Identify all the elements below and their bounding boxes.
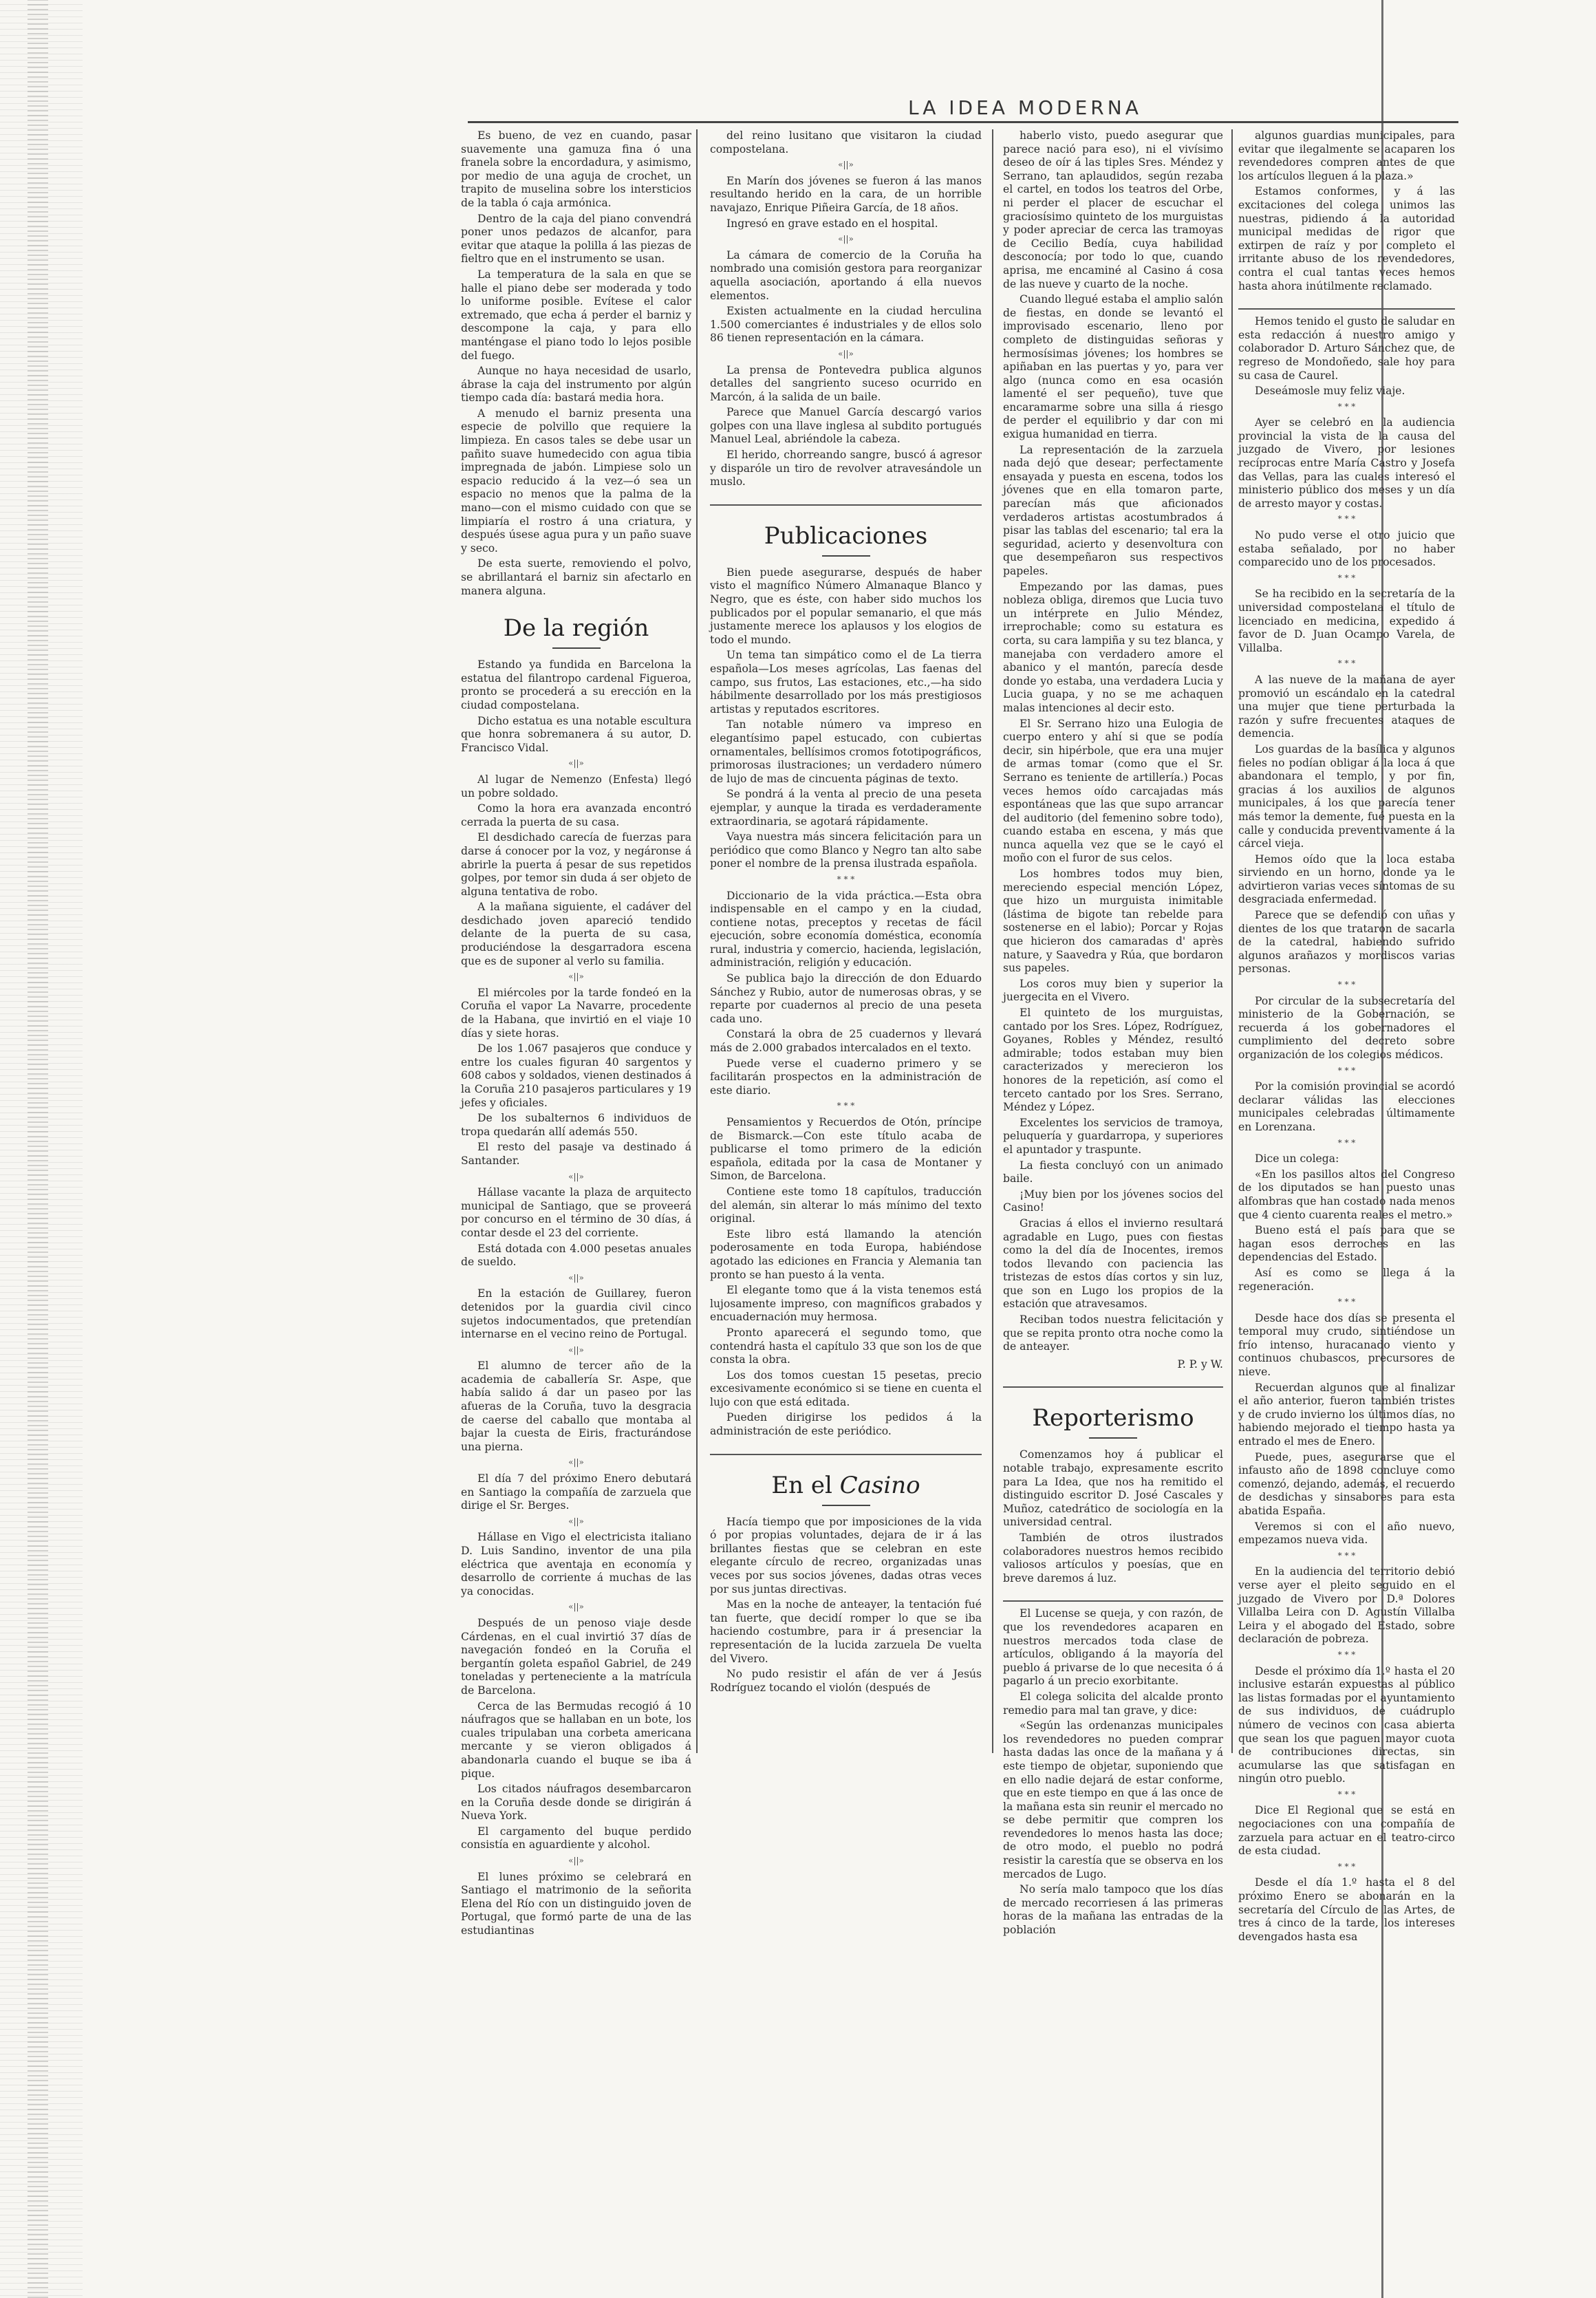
separator-ornament: «||» — [838, 348, 854, 358]
paragraph: Deseámosle muy feliz viaje. — [1255, 385, 1405, 398]
paragraph: A las nueve de la mañana de ayer promovió un escándalo en la catedral una mujer que tiene perturbada la razón y sufre frecuentes ataques de demencia. — [1238, 673, 1455, 740]
paragraph: Dicho estatua es una notable escultura que honra sobremanera á su autor, D. Francisco Vidal. — [461, 714, 691, 754]
paragraph: Por circular de la subsecretaría del ministerio de la Gobernación, se recuerda á los gobernadores el cumplimiento del decreto sobre organización de los colegios médicos. — [1238, 994, 1455, 1061]
paragraph: El lunes próximo se celebrará en Santiago el matrimonio de la señorita Elena del Río con un distinguido joven de Portugal, que formó parte de una de las estudiantinas — [461, 1870, 691, 1937]
paragraph: De esta suerte, removiendo el polvo, se abrillantará el barniz sin afectarlo en manera alguna. — [461, 557, 691, 597]
paragraph: Puede, pues, asegurarse que el infausto año de 1898 concluye como comenzó, dejando, además, el recuerdo de desdichas y sinsabores para esta abatida España. — [1238, 1450, 1455, 1517]
paragraph: Empezando por las damas, pues nobleza obliga, diremos que Lucia tuvo un intérprete en Julio Méndez, irreprochable; como su estatura es corta, su cara lampiña y su tez blanca, y manejaba con verdadero amore el abanico y el mantón, parecía desde donde yo estaba, una verdadera Lucia y Lucia guapa, y no se me achaquen malas intenciones al decir esto. — [1003, 580, 1223, 714]
paragraph: El Sr. Serrano hizo una Eulogia de cuerpo entero y ahí si que se podía decir, sin hipérbole, que era una mujer de armas tomar (como que el Sr. Serrano es teniente de artillería.) Pocas veces hemos oído carcajadas más espontáneas que las que supo arrancar del auditorio (del femenino sobre todo), cuando estaba en escena, y más que nunca aquella vez que se le cayó el moño con el furor de sus celos. — [1003, 717, 1223, 865]
paragraph: Al lugar de Nemenzo (Enfesta) llegó un pobre soldado. — [461, 773, 691, 799]
paragraph: Contiene este tomo 18 capítulos, traducción del alemán, sin alterar lo más mínimo del texto original. — [710, 1185, 982, 1225]
paragraph: En la audiencia del territorio debió verse ayer el pleito seguido en el juzgado de Vivero por D.ª Dolores Villalba Leira con D. Agustín Villalba Leira y el abogado del Estado, sobre declaración de pobreza. — [1238, 1565, 1455, 1646]
paragraph: Excelentes los servicios de tramoya, peluquería y guardarropa, y superiores el apuntador y traspunte. — [1003, 1116, 1223, 1156]
asterism: * * * — [1337, 514, 1356, 524]
paragraph: La fiesta concluyó con un animado baile. — [1003, 1159, 1223, 1185]
section-heading-region: De la región — [503, 614, 649, 643]
paragraph: Comenzamos hoy á publicar el notable trabajo, expresamente escrito para La Idea, que nos ha remitido el distinguido escritor D. José Cascales y Muñoz, catedrático de sociología en la universidad central. — [1003, 1448, 1223, 1529]
paragraph: La temperatura de la sala en que se halle el piano debe ser moderada y todo lo uniforme posible. Evítese el calor extremado, que echa á perder el barniz y descompone la caja, y para ello manténgase el piano todo lo lejos posible del fuego. — [461, 268, 691, 362]
section-divider — [710, 1454, 982, 1455]
paragraph: A menudo el barniz presenta una especie de polvillo que requiere la limpieza. En casos tales se debe usar un pañito suave humedecido con agua tibia impregnada de jabón. Limpiese solo un espacio reducido á la vez—ó sea un espacio no menos que la palma de la mano—con el mismo cuidado con que se limpiaría el rostro á una criatura, y después úsese agua pura y un paño suave y seco. — [461, 407, 691, 555]
paragraph: Parece que se defendió con uñas y dientes de los que trataron de sacarla de la catedral, habiendo sufrido algunos arañazos y mordiscos varias personas. — [1238, 909, 1455, 976]
separator-ornament: «||» — [568, 1856, 584, 1866]
heading-prefix: En el — [771, 1471, 832, 1499]
column-2 — [710, 129, 982, 1863]
paragraph: Estando ya fundida en Barcelona la estatua del filantropo cardenal Figueroa, pronto se procederá a su erección en la ciudad compostelana. — [461, 658, 691, 711]
separator-ornament: «||» — [838, 234, 854, 244]
column-4 — [1238, 129, 1455, 1943]
paragraph: El desdichado carecía de fuerzas para darse á conocer por la voz, y negáronse á abrirle la puerta á pesar de sus repetidos golpes, por temor sin duda á ser objeto de alguna tentativa de robo. — [461, 831, 691, 898]
paragraph: Los guardas de la basílica y algunos fieles no podían obligar á la loca á que abandonara el templo, y por fin, gracias á los auxilios de algunos municipales, á los que parecía tener más temor la demente, fué puesta en la calle y conducida preventivamente á la cárcel vieja. — [1238, 742, 1455, 850]
asterism: * * * — [1337, 1550, 1356, 1560]
section-divider — [710, 504, 982, 506]
column-3 — [1003, 129, 1223, 1937]
paragraph: Se publica bajo la dirección de don Eduardo Sánchez y Rubio, autor de numerosas obras, y se reparte por cuadernos al precio de una peseta cada uno. — [710, 972, 982, 1025]
paragraph: A la mañana siguiente, el cadáver del desdichado joven apareció tendido delante de la puerta de su casa, produciéndose la desgarradora escena que es de suponer al verlo su familia. — [461, 901, 691, 967]
paragraph: Desde hace dos días se presenta el temporal muy crudo, sintiéndose un frío intenso, huracanado viento y continuos chubascos, precursores de nieve. — [1238, 1311, 1455, 1379]
asterism: * * * — [1337, 1649, 1356, 1660]
separator-ornament: «||» — [568, 1171, 584, 1181]
paragraph: Los citados náufragos desembarcaron en la Coruña desde donde se dirigirán á Nueva York. — [461, 1783, 691, 1823]
section-heading-casino — [710, 1470, 982, 1501]
paragraph: Por la comisión provincial se acordó declarar válidas las elecciones municipales celebradas últimamente en Lorenzana. — [1238, 1080, 1455, 1133]
heading-rule — [822, 1505, 870, 1506]
paragraph: haberlo visto, puedo asegurar que parece nació para eso), ni el vivísimo deseo de oír á las tiples Sres. Méndez y Serrano, tan aplaudidos, según rezaba el cartel, en todos los teatros del Orbe, ni perder el placer de escuchar el graciosísimo quinteto de los murguistas y poder apreciar de cerca las tramoyas de Cecilio Bedía, cuya habilidad desconocía; por todo lo que, cuando aprisa, me encaminé al Casino á cosa de las nueve y cuarto de la noche. — [1003, 129, 1223, 290]
asterism: * * * — [1337, 1065, 1356, 1075]
column-rule-1 — [696, 129, 698, 1753]
paragraph: Los hombres todos muy bien, mereciendo especial mención López, que hizo un murguista inimitable (lástima de bigote tan rebelde para sostenerse en el labio); Porcar y Rojas que hicieron dos camaradas d' après nature, y Saavedra y Rúa, que bordaron sus papeles. — [1003, 868, 1223, 975]
paragraph: Parece que Manuel García descargó varios golpes con una llave inglesa al subdito portugués Manuel Leal, abriéndole la cabeza. — [710, 406, 982, 446]
paragraph: ¡Muy bien por los jóvenes socios del Casino! — [1003, 1188, 1223, 1214]
asterism: * * * — [1337, 1137, 1356, 1148]
paragraph: El cargamento del buque perdido consistía en aguardiente y alcohol. — [461, 1825, 691, 1851]
heading-emphasis: Casino — [839, 1471, 920, 1499]
paragraph: Hemos oído que la loca estaba sirviendo en un horno, donde ya le advirtieron varias veces síntomas de su desgraciada enfermedad. — [1238, 852, 1455, 906]
paragraph: Puede verse el cuaderno primero y se facilitarán prospectos en la administración de este diario. — [710, 1057, 982, 1097]
asterism: * * * — [1337, 980, 1356, 990]
paragraph: «En los pasillos altos del Congreso de los diputados se han puesto unas alfombras que han costado nada menos que 4 ciento cuarenta reales el metro.» — [1238, 1168, 1455, 1221]
paragraph: No sería malo tampoco que los días de mercado recorriesen á las primeras horas de la mañana las entradas de la población — [1003, 1883, 1223, 1937]
asterism: * * * — [837, 1101, 855, 1111]
paragraph: Bien puede asegurarse, después de haber visto el magnífico Número Almanaque Blanco y Negro, que es éste, con haber sido muchos los publicados por el popular semanario, el que más justamente merece los aplausos y los elogios de todo el mundo. — [710, 566, 982, 646]
paragraph: Desde el día 1.º hasta el 8 del próximo Enero se abonarán en la secretaría del Círculo de las Artes, de tres á cinco de la tarde, los intereses devengados hasta esa — [1238, 1876, 1455, 1943]
paragraph: Reciban todos nuestra felicitación y que se repita pronto otra noche como la de anteayer. — [1003, 1313, 1223, 1353]
separator-ornament: «||» — [838, 160, 854, 170]
paragraph: Un tema tan simpático como el de La tierra española—Los meses agrícolas, Las faenas del campo, sus frutos, Las estaciones, etc.,—ha sido hábilmente desarrollado por los más prestigiosos artistas y reputados escritores. — [710, 649, 982, 716]
paragraph: «Según las ordenanzas municipales los revendedores no pueden comprar hasta dadas las once de la mañana y á este tiempo de objetar, suponiendo que en ello nadie dejará de estar conforme, que en este tiempo en que á las once de la mañana esta sin reunir el mercado no se debe permitir que compren los revendedores lo menos hasta las doce; de otro modo, el pueblo no podrá resistir la carestía que se observa en los mercados de Lugo. — [1003, 1719, 1223, 1880]
paragraph: Pronto aparecerá el segundo tomo, que contendrá hasta el capítulo 33 que son los de que consta la obra. — [710, 1326, 982, 1366]
paragraph: Está dotada con 4.000 pesetas anuales de sueldo. — [461, 1242, 691, 1269]
section-divider — [1003, 1386, 1223, 1388]
paragraph: Vaya nuestra más sincera felicitación para un periódico que como Blanco y Negro tan alto sabe poner el nombre de la prensa ilustrada española. — [710, 830, 982, 870]
asterism: * * * — [1337, 658, 1356, 669]
paragraph: No pudo verse el otro juicio que estaba señalado, por no haber comparecido uno de los procesados. — [1238, 529, 1455, 569]
paragraph: Dice un colega: — [1255, 1152, 1339, 1166]
column-rule-3 — [1231, 129, 1233, 1753]
separator-ornament: «||» — [568, 971, 584, 982]
column-rule-2 — [992, 129, 993, 1753]
paragraph: Se pondrá á la venta al precio de una peseta ejemplar, y aunque la tirada es verdaderamente extraordinaria, se agotará rápidamente. — [710, 788, 982, 828]
paragraph: El Lucense se queja, y con razón, de que los revendedores acaparen en nuestros mercados toda clase de artículos, obligando á la mayoría del pueblo á privarse de lo que necesita ó á pagarlo á un precio exorbitante. — [1003, 1607, 1223, 1688]
paragraph: Se ha recibido en la secretaría de la universidad compostelana el título de licenciado en medicina, expedido á favor de D. Juan Ocampo Varela, de Villalba. — [1238, 588, 1455, 654]
heading-rule — [1089, 1437, 1137, 1439]
section-divider — [1003, 1600, 1223, 1602]
column-1 — [461, 129, 691, 1937]
asterism: * * * — [1337, 401, 1356, 411]
paragraph: La representación de la zarzuela nada dejó que desear; perfectamente ensayada y puesta en escena, todos los jóvenes que en ella tomaron parte, parecían más que aficionados verdaderos artistas acostumbrados á pisar las tablas del escenario; tal era la seguridad, acierto y desenvoltura con que desempeñaron sus respectivos papeles. — [1003, 443, 1223, 577]
paragraph: En Marín dos jóvenes se fueron á las manos resultando herido en la cara, de un horrible navajazo, Enrique Piñeira García, de 18 años. — [710, 174, 982, 214]
paragraph: Los dos tomos cuestan 15 pesetas, precio excesivamente económico si se tiene en cuenta el lujo con que está editada. — [710, 1368, 982, 1408]
separator-ornament: «||» — [568, 1602, 584, 1612]
paragraph: Es bueno, de vez en cuando, pasar suavemente una gamuza fina ó una franela sobre la encordadura, y asimismo, por medio de una aguja de crochet, un trapito de muselina sobre los intersticios de la tabla ó caja armónica. — [461, 129, 691, 209]
paragraph: Hállase en Vigo el electricista italiano D. Luis Sandino, inventor de una pila eléctrica que aventaja en economía y desarrollo de corriente á muchas de las ya conocidas. — [461, 1531, 691, 1598]
masthead — [468, 96, 1458, 123]
paragraph: También de otros ilustrados colaboradores nuestros hemos recibido valiosos artículos y poesías, que en breve daremos á luz. — [1003, 1532, 1223, 1585]
paragraph: Como la hora era avanzada encontró cerrada la puerta de su casa. — [461, 802, 691, 828]
paragraph: Cerca de las Bermudas recogió á 10 náufragos que se hallaban en un bote, los cuales tripulaban una corbeta americana mercante y se vieron obligados á abandonarla cuando el buque se iba á pique. — [461, 1699, 691, 1780]
separator-ornament: «||» — [568, 1344, 584, 1355]
paragraph: Pensamientos y Recuerdos de Otón, príncipe de Bismarck.—Con este título acaba de publicarse el tomo primero de la edición española, editada por la casa de Montaner y Simon, de Barcelona. — [710, 1116, 982, 1183]
paragraph: Hemos tenido el gusto de saludar en esta redacción á nuestro amigo y colaborador D. Arturo Sánchez que, de regreso de Mondoñedo, sale hoy para su casa de Caurel. — [1238, 315, 1455, 382]
paragraph: Constará la obra de 25 cuadernos y llevará más de 2.000 grabados intercalados en el texto. — [710, 1028, 982, 1055]
paragraph: De los 1.067 pasajeros que conduce y entre los cuales figuran 40 sargentos y 608 cabos y soldados, vienen destinados á la Coruña 210 pasajeros particulares y 19 jefes y oficiales. — [461, 1042, 691, 1109]
paragraph: Recuerdan algunos que al finalizar el año anterior, fueron también tristes y de crudo invierno los últimos días, no habiendo mejorado el tiempo hasta ya entrado el mes de Enero. — [1238, 1381, 1455, 1448]
paragraph: Tan notable número va impreso en elegantísimo papel estucado, con cubiertas ornamentales, bellísimos cromos fototipográficos, primorosas ilustraciones; un verdadero número de lujo de mas de cincuenta páginas de texto. — [710, 718, 982, 785]
paragraph: Estamos conformes, y á las excitaciones del colega unimos las nuestras, pidiendo á la autoridad municipal medidas de rigor que extirpen de raíz y por completo el irritante abuso de los revendedores, contra el cual tantas veces hemos hasta ahora inútilmente reclamado. — [1238, 185, 1455, 292]
paragraph: Este libro está llamando la atención poderosamente en toda Europa, habiéndose agotado las ediciones en Francia y Alemania tan pronto se han puesto á la venta. — [710, 1227, 982, 1281]
heading-rule — [822, 555, 870, 557]
paragraph: El alumno de tercer año de la academia de caballería Sr. Aspe, que había salido á dar un paseo por las afueras de la Coruña, tuvo la desgracia de caerse del caballo que montaba al bajar la cuesta de Eiris, fracturándose una pierna. — [461, 1360, 691, 1453]
paragraph: Aunque no haya necesidad de usarlo, ábrase la caja del instrumento por algún tiempo cada día: bastará media hora. — [461, 365, 691, 405]
paragraph: Cuando llegué estaba el amplio salón de fiestas, en donde se levantó el improvisado escenario, lleno por completo de distinguidas señoras y hermosísimas jóvenes; los hombres se apiñaban en las puertas y yo, para ver algo (nunca como en esa ocasión lamenté el ser pequeño), tuve que encaramarme sobre una silla á riesgo de perder el equilibrio y dar con mi exigua humanidad en tierra. — [1003, 293, 1223, 441]
paragraph: Ingresó en grave estado en el hospital. — [726, 217, 938, 230]
asterism: * * * — [1337, 572, 1356, 583]
paragraph: La cámara de comercio de la Coruña ha nombrado una comisión gestora para reorganizar aquella asociación, aportando á ella nuevos elementos. — [710, 248, 982, 302]
paragraph: El quinteto de los murguistas, cantado por los Sres. López, Rodríguez, Goyanes, Robles y Méndez, resultó admirable; todos estaban muy bien caracterizados y merecieron los honores de la repetición, así como el terceto cantado por los Sres. Serrano, Méndez y López. — [1003, 1007, 1223, 1114]
paragraph: Ayer se celebró en la audiencia provincial la vista de la causa del juzgado de Vivero, por lesiones recíprocas entre María Castro y Josefa das Vellas, para las cuales interesó el ministerio público dos meses y un día de arresto mayor y costas. — [1238, 416, 1455, 510]
page-title: LA IDEA MODERNA — [908, 96, 1142, 119]
paragraph: Dice El Regional que se está en negociaciones con una compañía de zarzuela para actuar en el teatro-circo de esta ciudad. — [1238, 1804, 1455, 1858]
section-heading-reporterismo: Reporterismo — [1032, 1404, 1194, 1432]
paragraph: La prensa de Pontevedra publica algunos detalles del sangriento suceso ocurrido en Marcón, á la salida de un baile. — [710, 363, 982, 403]
paragraph: El herido, chorreando sangre, buscó á agresor y disparóle un tiro de revolver atravesándole un muslo. — [710, 449, 982, 488]
paragraph: Diccionario de la vida práctica.—Esta obra indispensable en el campo y en la ciudad, contiene notas, preceptos y recetas de fácil ejecución, sobre economía doméstica, economía rural, industria y comercio, hacienda, legislación, administración, religión y educación. — [710, 889, 982, 969]
paragraph: Los coros muy bien y superior la juergecita en el Vivero. — [1003, 977, 1223, 1004]
asterism: * * * — [1337, 1789, 1356, 1799]
paragraph: El día 7 del próximo Enero debutará en Santiago la compañía de zarzuela que dirige el Sr. Berges. — [461, 1472, 691, 1512]
paragraph: Pueden dirigirse los pedidos á la administración de este periódico. — [710, 1411, 982, 1438]
separator-ornament: «||» — [568, 1272, 584, 1282]
paragraph: Bueno está el país para que se hagan esos derroches en las dependencias del Estado. — [1238, 1224, 1455, 1264]
paragraph: algunos guardias municipales, para evitar que ilegalmente se acaparen los revendedores compren antes de que los artículos lleguen á la plaza.» — [1238, 129, 1455, 182]
paragraph: El elegante tomo que á la vista tenemos está lujosamente impreso, con magníficos grabados y encuadernación muy hermosa. — [710, 1284, 982, 1324]
paragraph: De los subalternos 6 individuos de tropa quedarán allí además 550. — [461, 1112, 691, 1138]
section-divider — [1238, 308, 1455, 310]
signature: P. P. y W. — [1177, 1357, 1223, 1371]
heading-rule — [552, 647, 601, 649]
paragraph: No pudo resistir el afán de ver á Jesús Rodríguez tocando el violón (después de — [710, 1668, 982, 1694]
paragraph: del reino lusitano que visitaron la ciudad compostelana. — [710, 129, 982, 155]
scan-edge-noise-dark — [28, 0, 48, 2298]
separator-ornament: «||» — [568, 1457, 584, 1468]
paragraph: Existen actualmente en la ciudad herculina 1.500 comerciantes é industriales y de ellos solo 86 tienen representación en la cámara. — [710, 305, 982, 345]
paragraph: Después de un penoso viaje desde Cárdenas, en el cual invirtió 37 días de navegación fondeó en la Coruña el bergantín goleta español Gabriel, de 249 toneladas y perteneciente a la matrícula de Barcelona. — [461, 1616, 691, 1697]
paragraph: Hacía tiempo que por imposiciones de la vida ó por propias voluntades, dejara de ir á las brillantes fiestas que se celebran en este elegante círculo de recreo, organizadas unas veces por sus socios jóvenes, dadas otras veces por sus juntas directivas. — [710, 1515, 982, 1596]
paragraph: Hállase vacante la plaza de arquitecto municipal de Santiago, que se proveerá por concurso en el término de 30 días, á contar desde el 23 del corriente. — [461, 1186, 691, 1239]
paragraph: Desde el próximo día 1.º hasta el 20 inclusive estarán expuestas al público las listas formadas por el ayuntamiento de sus individuos, de cuádruplo número de vecinos con casa abierta que sean los que paguen mayor cuota de contribuciones directas, sin acumularse las que satisfagan en ningún otro pueblo. — [1238, 1664, 1455, 1785]
paragraph: El colega solicita del alcalde pronto remedio para mal tan grave, y dice: — [1003, 1690, 1223, 1717]
paragraph: Gracias á ellos el invierno resultará agradable en Lugo, pues con fiestas como la del día de Inocentes, iremos todos llevando con paciencia las tristezas de estos días cortos y sin luz, que son en Lugo los propios de la estación que atravesamos. — [1003, 1216, 1223, 1311]
asterism: * * * — [837, 874, 855, 884]
paragraph: El miércoles por la tarde fondeó en la Coruña el vapor La Navarre, procedente de la Habana, que invirtió en el viaje 10 días y siete horas. — [461, 986, 691, 1040]
paragraph: Mas en la noche de anteayer, la tentación fué tan fuerte, que decidí romper lo que se iba haciendo costumbre, para ir á presenciar la representación de la lucida zarzuela De vuelta del Vivero. — [710, 1598, 982, 1665]
separator-ornament: «||» — [568, 1516, 584, 1526]
paragraph: Así es como se llega á la regeneración. — [1238, 1266, 1455, 1293]
asterism: * * * — [1337, 1297, 1356, 1307]
paragraph: Dentro de la caja del piano convendrá poner unos pedazos de alcanfor, para evitar que ataque la polilla á las piezas de fieltro que en el instrumento se usan. — [461, 212, 691, 266]
asterism: * * * — [1337, 1861, 1356, 1871]
paragraph: Veremos si con el año nuevo, empezamos nueva vida. — [1238, 1520, 1455, 1547]
section-heading-publicaciones: Publicaciones — [764, 522, 928, 550]
paragraph: El resto del pasaje va destinado á Santander. — [461, 1141, 691, 1167]
separator-ornament: «||» — [568, 758, 584, 769]
paragraph: En la estación de Guillarey, fueron detenidos por la guardia civil cinco sujetos indocumentados, que pretendían internarse en el vecino reino de Portugal. — [461, 1287, 691, 1341]
